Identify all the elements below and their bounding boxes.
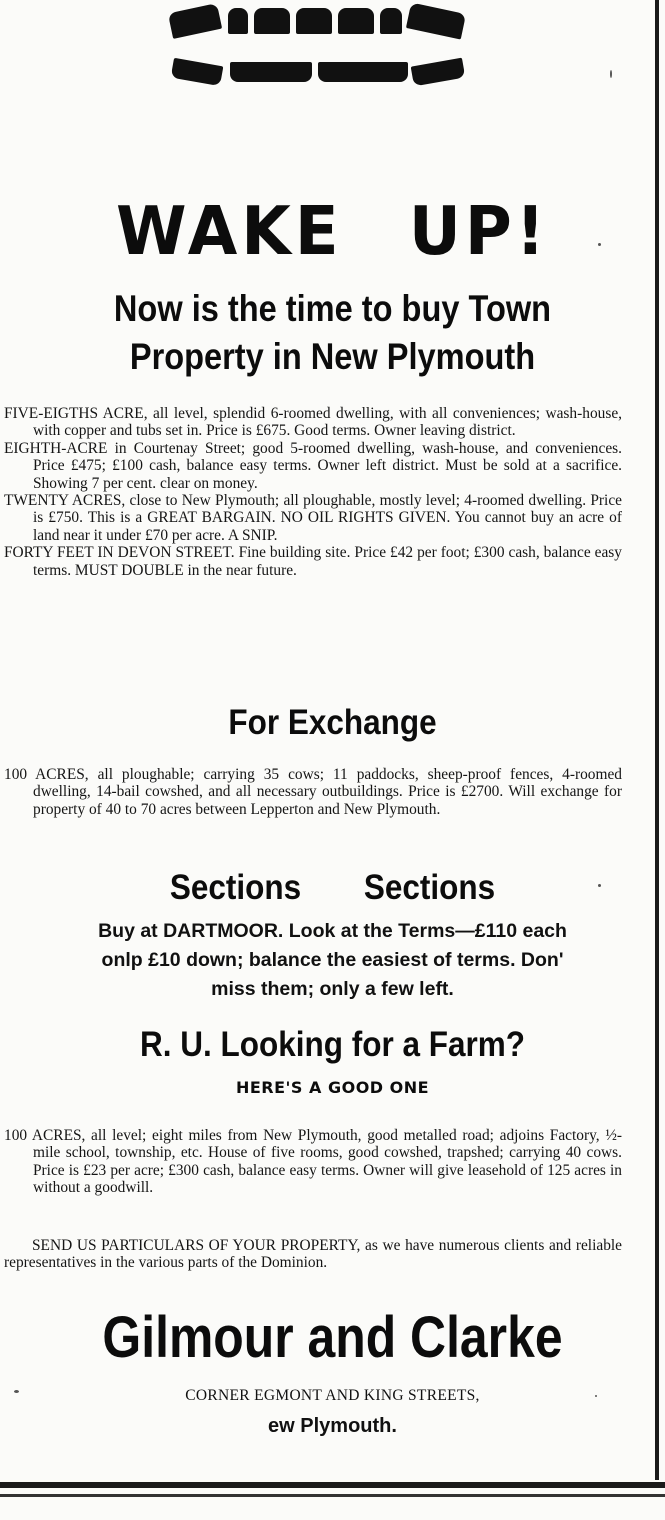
print-speck <box>14 1390 19 1393</box>
listing-item: TWENTY ACRES, close to New Plymouth; all ploughable, mostly level; 4-roomed dwelling. Price is £750. This is a GREAT BARGAIN. NO OIL RIGHTS GIVEN. You cannot buy an acre of land near it under £70 per acre. A SNIP. <box>4 492 622 544</box>
print-speck <box>610 70 612 78</box>
listing-item: FORTY FEET IN DEVON STREET. Fine building site. Price £42 per foot; £300 cash, balance easy terms. MUST DOUBLE in the near future. <box>4 544 622 579</box>
exchange-block <box>4 766 622 818</box>
sections-promo <box>0 917 665 1004</box>
sections-line2: onlp £10 down; balance the easiest of terms. Don' <box>101 949 564 971</box>
print-speck <box>598 884 601 887</box>
print-speck <box>595 1395 597 1397</box>
farm-block <box>4 1127 622 1197</box>
decorative-banner-ornament <box>150 2 490 92</box>
sections-line1: Buy at DARTMOOR. Look at the Terms—£110 each <box>98 920 567 942</box>
listings-block <box>4 405 622 579</box>
sections-heading: Sections Sections <box>169 868 496 907</box>
column-rule-bottom <box>0 1482 665 1488</box>
firm-address: CORNER EGMONT AND KING STREETS, <box>185 1387 480 1404</box>
listing-item: FIVE-EIGTHS ACRE, all level, splendid 6-roomed dwelling, with all conveniences; wash-house, with copper and tubs set in. Price is £675. Good terms. Owner leaving district. <box>4 405 622 440</box>
firm-town: ew Plymouth. <box>268 1415 397 1437</box>
appeal-text: SEND US PARTICULARS OF YOUR PROPERTY, as we have numerous clients and reliable representatives in the various parts of the Dominion. <box>4 1237 622 1272</box>
exchange-text: 100 ACRES, all ploughable; carrying 35 cows; 11 paddocks, sheep-proof fences, 4-roomed dwelling, 14-bail cowshed, and all necessary outbuildings. Price is £2700. Will exchange for property of 40 to 70 acres between Lepperton and New Plymouth. <box>4 766 622 818</box>
sections-line3: miss them; only a few left. <box>211 978 454 1000</box>
headline-wake-up: WAKE UP! <box>116 193 549 271</box>
farm-text: 100 ACRES, all level; eight miles from New Plymouth, good metalled road; adjoins Factory, ½-mile school, township, etc. House of five rooms, good cowshed, trapshed; carrying 40 cows. Price is £23 per acre; £300 cash, balance easy terms. Owner will give leasehold of 125 acres in without a goodwill. <box>4 1127 622 1197</box>
print-speck <box>598 243 601 246</box>
headline-sub-line2: Property in New Plymouth <box>129 336 536 377</box>
headline-sub-line1: Now is the time to buy Town <box>113 288 552 329</box>
listing-item: EIGHTH-ACRE in Courtenay Street; good 5-roomed dwelling, wash-house, and conveniences. Price £475; £100 cash, balance easy terms. Owner left district. Must be sold at a sacrifice. Showing 7 per cent. clear on money. <box>4 439 622 492</box>
farm-subheading: HERE'S A GOOD ONE <box>235 1078 430 1097</box>
exchange-heading: For Exchange <box>228 703 437 742</box>
firm-name: Gilmour and Clarke <box>102 1305 563 1370</box>
farm-heading: R. U. Looking for a Farm? <box>139 1025 526 1064</box>
column-rule-bottom-thin <box>0 1494 665 1497</box>
